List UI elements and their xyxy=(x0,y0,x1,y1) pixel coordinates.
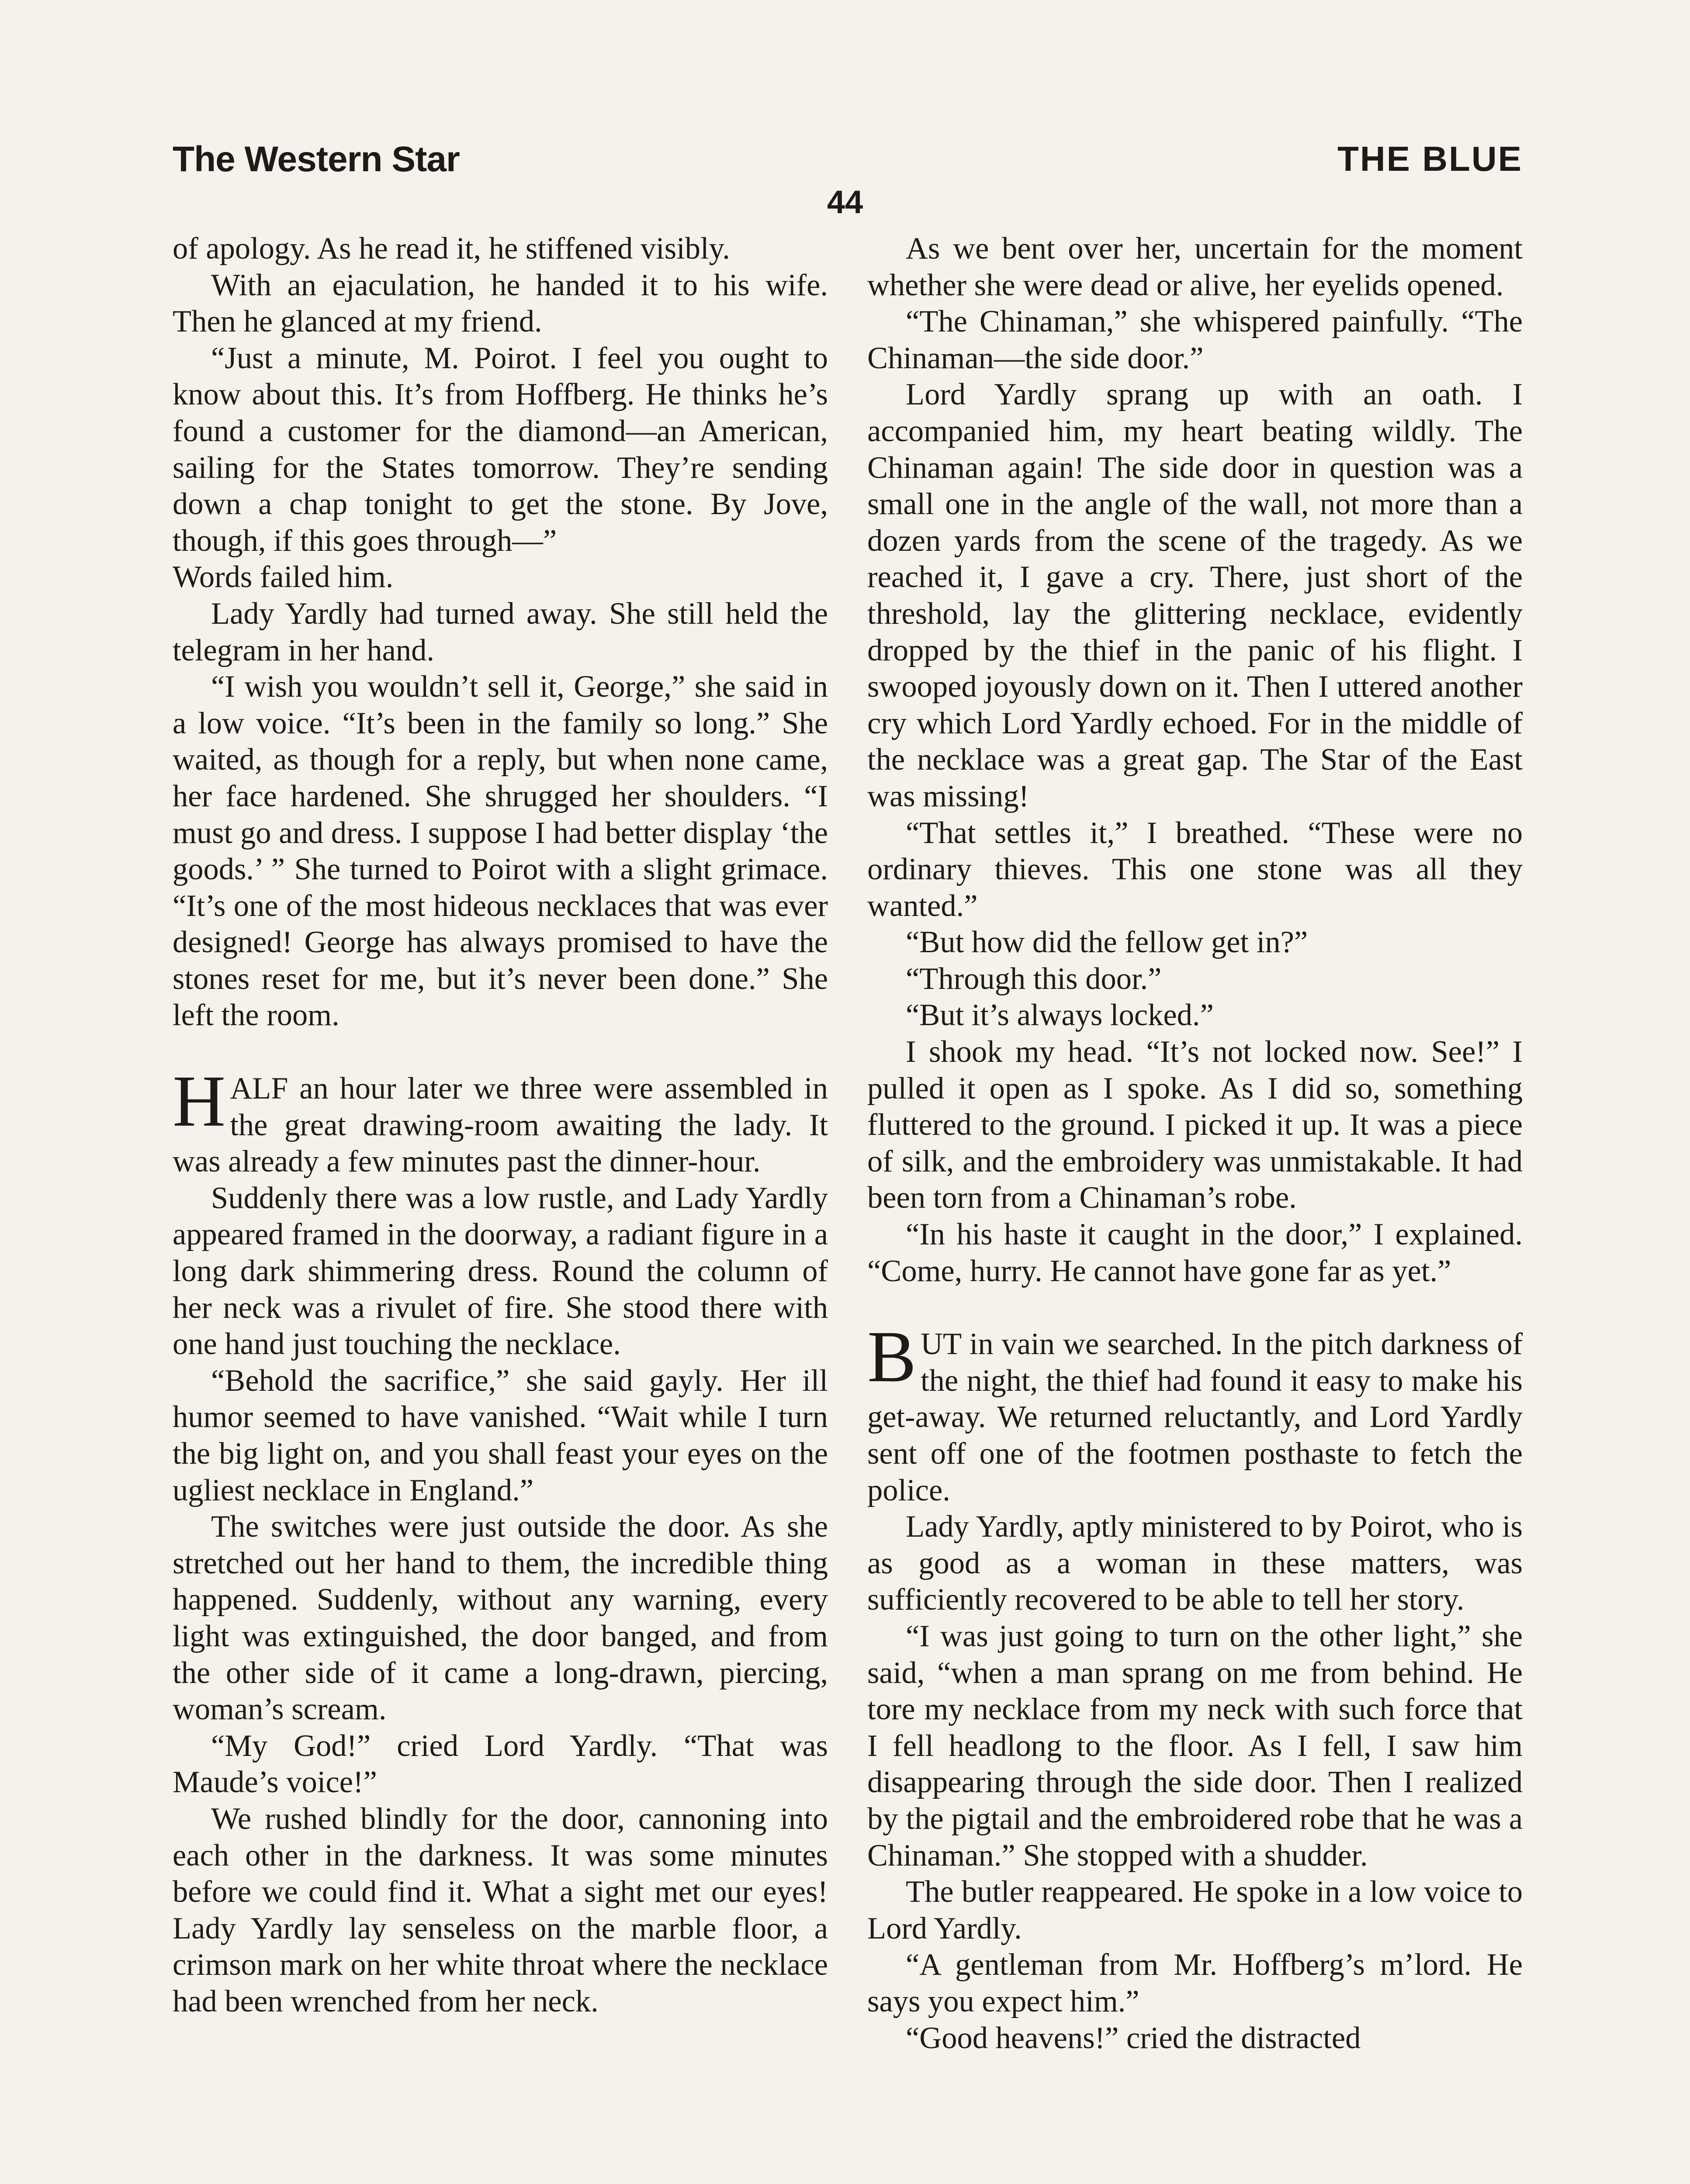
section-title: THE BLUE xyxy=(1337,139,1523,178)
paragraph: of apology. As he read it, he stiffened visibly. xyxy=(173,232,730,266)
paragraph: “I wish you wouldn’t sell it, George,” she said in a low voice. “It’s been in the family so long.” She waited, as though for a reply, but when none came, her face hardened. She shrugged her shoulders. “I must go and dress. I suppose I had better display ‘the goods.’ ” She turned to Poirot with a slight grimace. “It’s one of the most hideous necklaces that was ever designed! George has always promised to have the stones reset for me, but it’s never been done.” She left the room. xyxy=(173,670,828,1033)
paragraph: “Good heavens!” cried the distracted xyxy=(906,2021,1361,2055)
paragraph: The switches were just outside the door. As she stretched out her hand to them, the incredible thing happened. Suddenly, without any warning, every light was extinguished, the door banged, and from the other side of it came a long-drawn, piercing, woman’s scream. xyxy=(173,1510,828,1727)
paragraph: “In his haste it caught in the door,” I explained. “Come, hurry. He cannot have gone far as yet.” xyxy=(867,1217,1523,1288)
drop-cap: B xyxy=(867,1316,917,1398)
story-title: The Western Star xyxy=(173,139,460,179)
paragraph: “Through this door.” xyxy=(906,961,1162,996)
page-number: 44 xyxy=(827,184,863,220)
paragraph: I shook my head. “It’s not locked now. See!” I pulled it open as I spoke. As I did so, something fluttered to the ground. I picked it up. It was a piece of silk, and the embroidery was unmistakable. It had been torn from a Chinaman’s robe. xyxy=(867,1035,1523,1215)
paragraph: “Behold the sacrifice,” she said gayly. Her ill humor seemed to have vanished. “Wait while I turn the big light on, and you shall feast your eyes on the ugliest necklace in England.” xyxy=(173,1363,828,1507)
drop-cap: H xyxy=(173,1061,226,1142)
paragraph-text: ALF an hour later we three were assembled in the great drawing-room awaiting the lady. It was already a few minutes past the dinner-hour. xyxy=(173,1071,828,1179)
paragraph: Lady Yardly, aptly ministered to by Poirot, who is as good as a woman in these matters, was sufficiently recovered to be able to tell her story. xyxy=(867,1510,1523,1617)
left-text-column xyxy=(173,231,828,2020)
paragraph: As we bent over her, uncertain for the moment whether she were dead or alive, her eyelids opened. xyxy=(867,232,1523,302)
paragraph: Words failed him. xyxy=(173,560,394,594)
paragraph: “Just a minute, M. Poirot. I feel you ought to know about this. It’s from Hoffberg. He thinks he’s found a customer for the diamond—an American, sailing for the States tomorrow. They’re sending down a chap tonight to get the stone. By Jove, though, if this goes through—” xyxy=(173,341,828,558)
paragraph: “A gentleman from Mr. Hoffberg’s m’lord. He says you expect him.” xyxy=(867,1948,1523,2018)
paragraph: Lord Yardly sprang up with an oath. I accompanied him, my heart beating wildly. The Chinaman again! The side door in question was a small one in the angle of the wall, not more than a dozen yards from the scene of the tragedy. As we reached it, I gave a cry. There, just short of the threshold, lay the glittering necklace, evidently dropped by the thief in the panic of his flight. I swooped joyously down on it. Then I uttered another cry which Lord Yardly echoed. For in the middle of the necklace was a great gap. The Star of the East was missing! xyxy=(867,377,1523,813)
paragraph xyxy=(173,1061,828,1180)
paragraph-text: UT in vain we searched. In the pitch darkness of the night, the thief had found it easy to make his get-away. We returned reluctantly, and Lord Yardly sent off one of the footmen posthaste to fetch the police. xyxy=(867,1327,1523,1507)
paragraph: The butler reappeared. He spoke in a low voice to Lord Yardly. xyxy=(867,1875,1523,1946)
paragraph: Lady Yardly had turned away. She still held the telegram in her hand. xyxy=(173,596,828,667)
paragraph: “But it’s always locked.” xyxy=(906,998,1214,1033)
paragraph: “My God!” cried Lord Yardly. “That was Maude’s voice!” xyxy=(173,1728,828,1800)
paragraph xyxy=(867,1316,1523,1509)
paragraph: “But how did the fellow get in?” xyxy=(906,925,1308,960)
paragraph: With an ejaculation, he handed it to his wife. Then he glanced at my friend. xyxy=(173,268,828,339)
paragraph: Suddenly there was a low rustle, and Lady Yardly appeared framed in the doorway, a radiant figure in a long dark shimmering dress. Round the column of her neck was a rivulet of fire. She stood there with one hand just touching the necklace. xyxy=(173,1181,828,1362)
paragraph: “The Chinaman,” she whispered painfully. “The Chinaman—the side door.” xyxy=(867,304,1523,375)
paragraph: We rushed blindly for the door, cannoning into each other in the darkness. It was some minutes before we could find it. What a sight met our eyes! Lady Yardly lay senseless on the marble floor, a crimson mark on her white throat where the necklace had been wrenched from her neck. xyxy=(173,1801,828,2018)
paragraph: “That settles it,” I breathed. “These were no ordinary thieves. This one stone was all they wanted.” xyxy=(867,816,1523,923)
right-text-column xyxy=(867,231,1523,2056)
paragraph: “I was just going to turn on the other light,” she said, “when a man sprang on me from behind. He tore my necklace from my neck with such force that I fell headlong to the floor. As I fell, I saw him disappearing through the side door. Then I realized by the pigtail and the embroidered robe that he was a Chinaman.” She stopped with a shudder. xyxy=(867,1619,1523,1873)
